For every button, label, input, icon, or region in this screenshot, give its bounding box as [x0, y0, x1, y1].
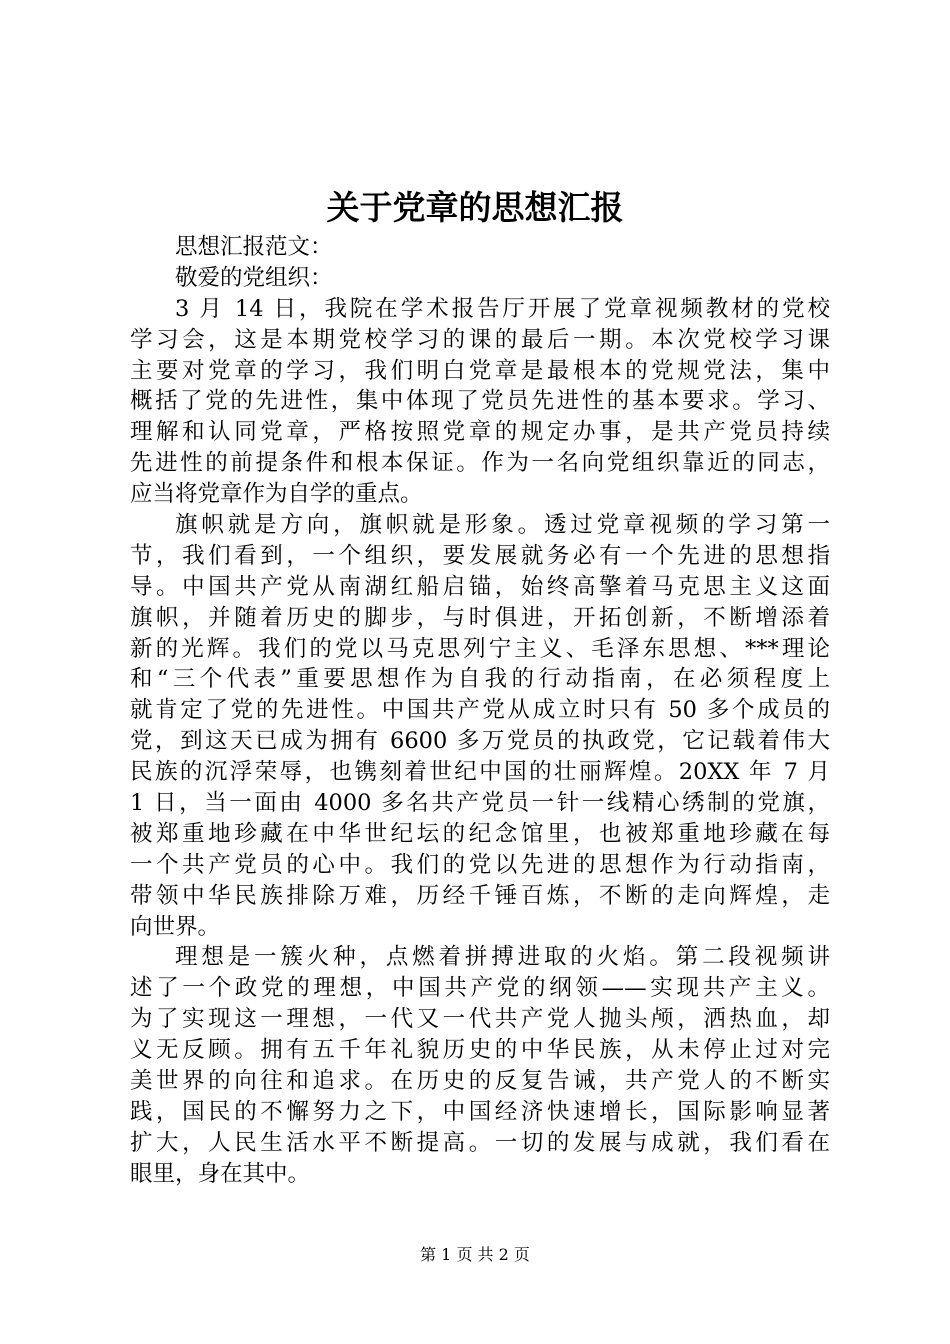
body-line: 美世界的向往和追求。在历史的反复告诫，共产党人的不断实 [130, 1068, 830, 1095]
body-line: 思想汇报范文： [175, 234, 333, 260]
body-line: 新的光辉。我们的党以马克思列宁主义、毛泽东思想、***理论 [130, 635, 830, 662]
body-line: 为了实现这一理想，一代又一代共产党人抛头颅，洒热血，却 [130, 1006, 830, 1033]
body-line: 旗帜，并随着历史的脚步，与时俱进，开拓创新，不断增添着 [130, 604, 830, 631]
body-line: 扩大，人民生活水平不断提高。一切的发展与成就，我们看在 [130, 1129, 830, 1156]
body-line: 践，国民的不懈努力之下，中国经济快速增长，国际影响显著 [130, 1098, 830, 1125]
body-line: 民族的沉浮荣辱，也镌刻着世纪中国的壮丽辉煌。20XX 年 7 月 [130, 759, 830, 786]
body-line: 党，到这天已成为拥有 6600 多万党员的执政党，它记载着伟大 [130, 728, 830, 755]
body-line: 3 月 14 日，我院在学术报告厅开展了党章视频教材的党校 [175, 295, 830, 322]
body-line: 1 日，当一面由 4000 多名共产党员一针一线精心绣制的党旗， [130, 790, 830, 817]
body-line: 理解和认同党章，严格按照党章的规定办事，是共产党员持续 [130, 419, 830, 446]
body-line: 概括了党的先进性，集中体现了党员先进性的基本要求。学习、 [130, 388, 830, 415]
body-line: 学习会，这是本期党校学习的课的最后一期。本次党校学习课 [130, 326, 830, 353]
body-line: 导。中国共产党从南湖红船启锚，始终高擎着马克思主义这面 [130, 573, 830, 600]
body-line: 敬爱的党组织： [175, 264, 333, 291]
body-line: 应当将党章作为自学的重点。 [130, 481, 423, 508]
body-line: 一个共产党员的心中。我们的党以先进的思想作为行动指南， [130, 851, 830, 878]
body-line: 被郑重地珍藏在中华世纪坛的纪念馆里，也被郑重地珍藏在每 [130, 820, 830, 847]
body-line: 旗帜就是方向，旗帜就是形象。透过党章视频的学习第一 [175, 512, 830, 539]
body-line: 带领中华民族排除万难，历经千锤百炼，不断的走向辉煌，走 [130, 882, 830, 909]
body-line: 述了一个政党的理想，中国共产党的纲领——实现共产主义。 [130, 975, 830, 1002]
page-footer: 第 1 页 共 2 页 [420, 1245, 530, 1264]
body-line: 义无反顾。拥有五千年礼貌历史的中华民族，从未停止过对完 [130, 1037, 830, 1064]
body-line: 理想是一簇火种，点燃着拼搏进取的火焰。第二段视频讲 [175, 944, 830, 971]
body-line: 节，我们看到，一个组织，要发展就务必有一个先进的思想指 [130, 542, 830, 569]
document-body [130, 232, 830, 1190]
body-line: 眼里，身在其中。 [130, 1160, 311, 1187]
body-line: 和“三个代表”重要思想作为自我的行动指南，在必须程度上 [130, 666, 830, 693]
document-title: 关于党章的思想汇报 [326, 188, 624, 227]
body-line: 向世界。 [130, 913, 221, 940]
body-line: 主要对党章的学习，我们明白党章是最根本的党规党法，集中 [130, 357, 830, 384]
body-line: 先进性的前提条件和根本保证。作为一名向党组织靠近的同志， [130, 450, 830, 477]
body-line: 就肯定了党的先进性。中国共产党从成立时只有 50 多个成员的 [130, 697, 830, 724]
